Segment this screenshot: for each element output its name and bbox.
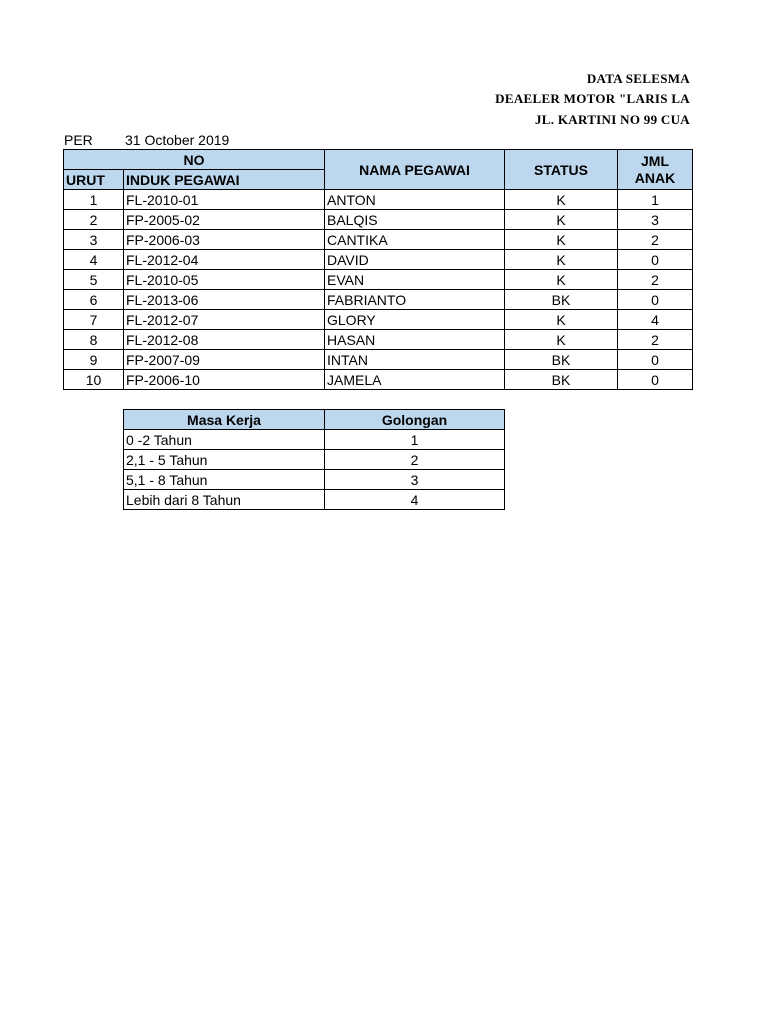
header-nama-pegawai: NAMA PEGAWAI <box>325 150 505 190</box>
header-status: STATUS <box>505 150 618 190</box>
cell-jml-anak: 0 <box>618 250 693 270</box>
dealer-name: DEAELER MOTOR "LARIS LA <box>495 91 690 106</box>
cell-urut: 5 <box>64 270 124 290</box>
cell-jml-anak: 2 <box>618 270 693 290</box>
cell-status: BK <box>505 370 618 390</box>
cell-status: K <box>505 230 618 250</box>
cell-induk-pegawai: FL-2012-04 <box>124 250 325 270</box>
document-title: DATA SELESMA <box>586 71 690 86</box>
cell-masa-kerja: Lebih dari 8 Tahun <box>124 490 325 510</box>
cell-nama-pegawai: ANTON <box>325 190 505 210</box>
cell-urut: 3 <box>64 230 124 250</box>
cell-nama-pegawai: BALQIS <box>325 210 505 230</box>
table-row <box>64 230 693 250</box>
cell-status: K <box>505 190 618 210</box>
cell-masa-kerja: 5,1 - 8 Tahun <box>124 470 325 490</box>
cell-nama-pegawai: CANTIKA <box>325 230 505 250</box>
header-induk-pegawai: INDUK PEGAWAI <box>124 170 325 190</box>
cell-nama-pegawai: DAVID <box>325 250 505 270</box>
cell-jml-anak: 1 <box>618 190 693 210</box>
table-row <box>124 490 505 510</box>
table-row <box>64 250 693 270</box>
cell-nama-pegawai: INTAN <box>325 350 505 370</box>
cell-induk-pegawai: FP-2006-03 <box>124 230 325 250</box>
cell-induk-pegawai: FL-2010-05 <box>124 270 325 290</box>
table-row <box>64 350 693 370</box>
cell-golongan: 1 <box>325 430 505 450</box>
dealer-address: JL. KARTINI NO 99 CUA <box>535 112 690 127</box>
table-row <box>64 210 693 230</box>
cell-induk-pegawai: FL-2010-01 <box>124 190 325 210</box>
cell-nama-pegawai: JAMELA <box>325 370 505 390</box>
cell-jml-anak: 3 <box>618 210 693 230</box>
cell-masa-kerja: 2,1 - 5 Tahun <box>124 450 325 470</box>
cell-golongan: 4 <box>325 490 505 510</box>
cell-nama-pegawai: EVAN <box>325 270 505 290</box>
cell-nama-pegawai: FABRIANTO <box>325 290 505 310</box>
cell-nama-pegawai: HASAN <box>325 330 505 350</box>
header-golongan: Golongan <box>325 410 505 430</box>
cell-jml-anak: 2 <box>618 230 693 250</box>
cell-induk-pegawai: FP-2007-09 <box>124 350 325 370</box>
cell-urut: 4 <box>64 250 124 270</box>
table-row <box>64 190 693 210</box>
header-urut: URUT <box>64 170 124 190</box>
employee-table-body <box>64 190 693 390</box>
cell-induk-pegawai: FP-2005-02 <box>124 210 325 230</box>
cell-status: BK <box>505 350 618 370</box>
cell-jml-anak: 0 <box>618 290 693 310</box>
golongan-table <box>123 409 505 510</box>
cell-urut: 8 <box>64 330 124 350</box>
table-row <box>124 450 505 470</box>
cell-urut: 1 <box>64 190 124 210</box>
header-anak-label: ANAK <box>634 169 676 186</box>
table-row <box>124 470 505 490</box>
header-jml-anak <box>618 150 693 190</box>
cell-status: K <box>505 210 618 230</box>
cell-status: K <box>505 310 618 330</box>
cell-golongan: 3 <box>325 470 505 490</box>
cell-induk-pegawai: FL-2013-06 <box>124 290 325 310</box>
cell-urut: 2 <box>64 210 124 230</box>
cell-jml-anak: 0 <box>618 350 693 370</box>
cell-masa-kerja: 0 -2 Tahun <box>124 430 325 450</box>
table-row <box>64 310 693 330</box>
cell-induk-pegawai: FL-2012-08 <box>124 330 325 350</box>
table-row <box>64 330 693 350</box>
header-masa-kerja: Masa Kerja <box>124 410 325 430</box>
cell-status: BK <box>505 290 618 310</box>
cell-urut: 10 <box>64 370 124 390</box>
cell-jml-anak: 4 <box>618 310 693 330</box>
table-row <box>64 370 693 390</box>
cell-status: K <box>505 270 618 290</box>
table-row <box>64 270 693 290</box>
employee-table <box>63 149 693 390</box>
cell-induk-pegawai: FL-2012-07 <box>124 310 325 330</box>
cell-nama-pegawai: GLORY <box>325 310 505 330</box>
cell-jml-anak: 2 <box>618 330 693 350</box>
cell-urut: 9 <box>64 350 124 370</box>
cell-status: K <box>505 250 618 270</box>
cell-golongan: 2 <box>325 450 505 470</box>
cell-jml-anak: 0 <box>618 370 693 390</box>
cell-urut: 6 <box>64 290 124 310</box>
header-no: NO <box>64 150 325 170</box>
table-row <box>64 290 693 310</box>
period-label: PER <box>64 132 93 148</box>
cell-urut: 7 <box>64 310 124 330</box>
period-date: 31 October 2019 <box>125 132 230 148</box>
golongan-table-body <box>124 430 505 510</box>
cell-status: K <box>505 330 618 350</box>
header-jml-label: JML <box>641 152 669 169</box>
table-row <box>124 430 505 450</box>
cell-induk-pegawai: FP-2006-10 <box>124 370 325 390</box>
